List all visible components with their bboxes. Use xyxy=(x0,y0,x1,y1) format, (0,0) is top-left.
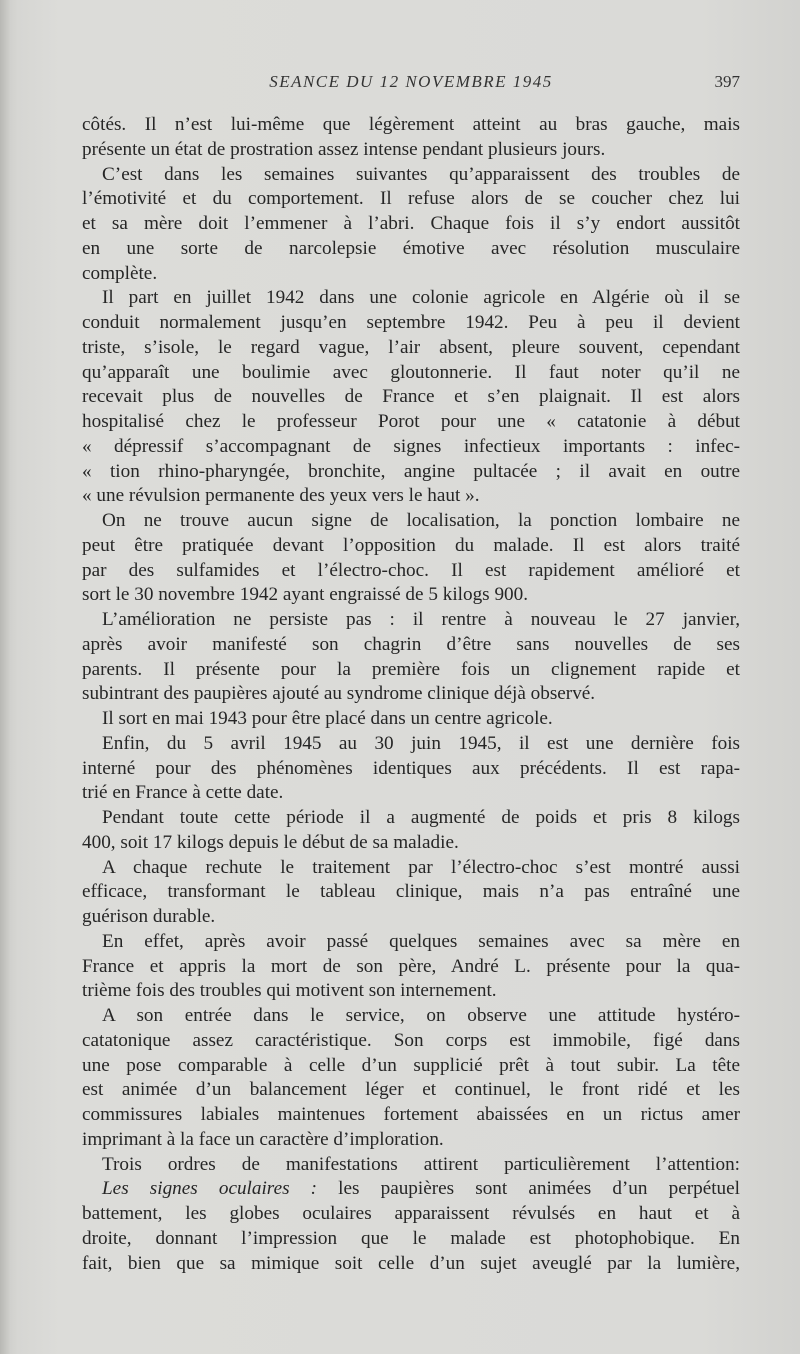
text-line: droite, donnant l’impression que le malade est photophobique. En xyxy=(82,1227,740,1249)
text-line: et sa mère doit l’emmener à l’abri. Chaque fois il s’y endort aussitôt xyxy=(82,213,740,234)
text-line: imprimant à la face un caractère d’imploration. xyxy=(82,1128,444,1150)
text-line: subintrant des paupières ajouté au syndrome clinique déjà observé. xyxy=(82,683,596,705)
text-line: trié en France à cette date. xyxy=(82,782,284,804)
text-line: On ne trouve aucun signe de localisation, la ponction lombaire ne xyxy=(102,510,740,531)
text-line xyxy=(82,1177,740,1202)
text-line: présente un état de prostration assez intense pendant plusieurs jours. xyxy=(82,138,606,160)
text-line: qu’apparaît une boulimie avec gloutonnerie. Il faut noter qu’il ne xyxy=(82,361,740,383)
page-number: 397 xyxy=(714,72,740,91)
running-head: SEANCE DU 12 NOVEMBRE 1945 xyxy=(269,72,553,91)
text-line: « dépressif s’accompagnant de signes infectieux importants : infec- xyxy=(82,435,740,457)
text-line: est animée d’un balancement léger et continuel, le front ridé et les xyxy=(82,1079,740,1101)
text-line: l’émotivité et du comportement. Il refuse alors de se coucher chez lui xyxy=(82,188,740,210)
text-line: Enfin, du 5 avril 1945 au 30 juin 1945, il est une dernière fois xyxy=(102,732,740,754)
text-line: « une révulsion permanente des yeux vers le haut ». xyxy=(82,485,480,507)
text-line: parents. Il présente pour la première fois un clignement rapide et xyxy=(82,658,740,680)
text-line: interné pour des phénomènes identiques aux précédents. Il est rapa- xyxy=(82,757,740,779)
text-line: A son entrée dans le service, on observe une attitude hystéro- xyxy=(102,1005,740,1026)
text-line: en une sorte de narcolepsie émotive avec résolution musculaire xyxy=(82,237,740,259)
text-line: Pendant toute cette période il a augmenté de poids et pris 8 kilogs xyxy=(102,807,740,828)
text-line: par des sulfamides et l’électro-choc. Il est rapidement amélioré et xyxy=(82,559,740,581)
text-line: « tion rhino-pharyngée, bronchite, angine pultacée ; il avait en outre xyxy=(82,460,740,482)
text-line: A chaque rechute le traitement par l’électro-choc s’est montré aussi xyxy=(102,856,740,878)
text-line: sort le 30 novembre 1942 ayant engraissé de 5 kilogs 900. xyxy=(82,584,529,606)
text-line: après avoir manifesté son chagrin d’être sans nouvelles de ses xyxy=(82,633,740,655)
page-header xyxy=(82,72,740,96)
text-line: triste, s’isole, le regard vague, l’air absent, pleure souvent, cependant xyxy=(82,336,740,358)
text-line: trième fois des troubles qui motivent son internement. xyxy=(82,980,497,1002)
text-line: une pose comparable à celle d’un supplicié prêt à tout subir. La tête xyxy=(82,1054,740,1076)
text-line: recevait plus de nouvelles de France et s’en plaignait. Il est alors xyxy=(82,386,740,408)
line-text: les paupières sont animées d’un perpétuel xyxy=(317,1178,740,1200)
text-line: complète. xyxy=(82,262,158,284)
text-line: catatonique assez caractéristique. Son corps est immobile, figé dans xyxy=(82,1029,740,1051)
text-line: conduit normalement jusqu’en septembre 1942. Peu à peu il devient xyxy=(82,312,740,333)
text-line: Trois ordres de manifestations attirent particulièrement l’attention: xyxy=(102,1153,740,1175)
text-line: Il part en juillet 1942 dans une colonie agricole en Algérie où il se xyxy=(102,287,740,309)
text-line: commissures labiales maintenues fortement abaissées en un rictus amer xyxy=(82,1104,740,1125)
text-line: peut être pratiquée devant l’opposition du malade. Il est alors traité xyxy=(82,534,740,556)
text-line: C’est dans les semaines suivantes qu’apparaissent des troubles de xyxy=(102,163,740,185)
text-line: Il sort en mai 1943 pour être placé dans un centre agricole. xyxy=(102,708,553,729)
body-text xyxy=(82,113,740,1276)
text-line: En effet, après avoir passé quelques semaines avec sa mère en xyxy=(102,930,740,952)
text-line: France et appris la mort de son père, André L. présente pour la qua- xyxy=(82,955,740,977)
italic-heading: Les signes oculaires : xyxy=(102,1178,318,1200)
text-line: 400, soit 17 kilogs depuis le début de sa maladie. xyxy=(82,831,459,853)
text-line: côtés. Il n’est lui-même que légèrement atteint au bras gauche, mais xyxy=(82,114,740,135)
text-line: guérison durable. xyxy=(82,906,216,927)
text-line: hospitalisé chez le professeur Porot pour une « catatonie à début xyxy=(82,411,740,432)
text-line: efficace, transformant le tableau clinique, mais n’a pas entraîné une xyxy=(82,881,740,903)
page-binding-edge xyxy=(0,0,10,1354)
text-line: fait, bien que sa mimique soit celle d’un sujet aveuglé par la lumière, xyxy=(82,1252,740,1274)
text-line: L’amélioration ne persiste pas : il rentre à nouveau le 27 janvier, xyxy=(102,609,740,630)
text-line: battement, les globes oculaires apparaissent révulsés en haut et à xyxy=(82,1203,740,1224)
